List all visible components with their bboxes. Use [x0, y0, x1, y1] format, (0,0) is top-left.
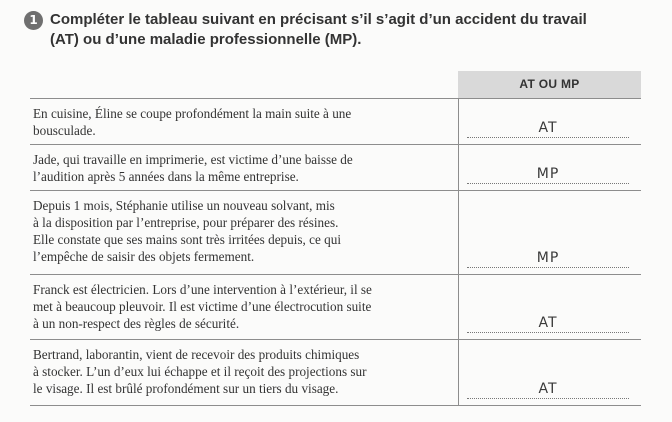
- answer-field[interactable]: [467, 163, 629, 184]
- description-line: Bertrand, laborantin, vient de recevoir des produits chimiques: [33, 347, 360, 362]
- answer-field[interactable]: [467, 312, 629, 333]
- description-line: à la disposition par l’entreprise, pour préparer des résines.: [33, 215, 339, 230]
- case-description: [33, 105, 451, 139]
- answer-field[interactable]: [467, 117, 629, 138]
- description-line: Franck est électricien. Lors d’une intervention à l’extérieur, il se: [33, 282, 372, 297]
- description-line: En cuisine, Éline se coupe profondément la main suite à une: [33, 106, 352, 121]
- answer-cell: [458, 191, 641, 274]
- description-line: Jade, qui travaille en imprimerie, est victime d’une baisse de: [33, 152, 353, 167]
- exercise-number-badge: 1: [24, 11, 43, 30]
- description-line: met à beaucoup pleuvoir. Il est victime d’une électrocution suite: [33, 299, 372, 314]
- description-line: à un non-respect des règles de sécurité.: [33, 316, 240, 331]
- case-description: [33, 151, 451, 185]
- answer-value: AT: [538, 381, 558, 397]
- answer-cell: [458, 99, 641, 144]
- instruction-line: (AT) ou d’une maladie professionnelle (MP).: [50, 31, 362, 48]
- exercise-instruction: [50, 10, 650, 50]
- case-description: [33, 197, 451, 265]
- table-row: [30, 191, 641, 275]
- case-description: [33, 281, 451, 332]
- answer-value: MP: [536, 166, 560, 182]
- description-line: Elle constate que ses mains sont très irritées depuis, ce qui: [33, 232, 341, 247]
- case-description: [33, 346, 451, 397]
- answer-field[interactable]: [467, 378, 629, 399]
- table-row: [30, 275, 641, 340]
- answer-cell: [458, 340, 641, 405]
- description-line: l’audition après 5 années dans la même entreprise.: [33, 169, 299, 184]
- description-line: bousculade.: [33, 123, 96, 138]
- description-line: Depuis 1 mois, Stéphanie utilise un nouveau solvant, mis: [33, 198, 335, 213]
- answer-column-header: AT OU MP: [458, 71, 641, 98]
- answer-cell: [458, 145, 641, 190]
- table-row: [30, 340, 641, 406]
- description-line: l’empêche de saisir des objets fermement.: [33, 249, 255, 264]
- instruction-line: Compléter le tableau suivant en précisant s’il s’agit d’un accident du travail: [50, 11, 587, 28]
- table-row: [30, 145, 641, 191]
- description-line: le visage. Il est brûlé profondément sur un tiers du visage.: [33, 381, 339, 396]
- answer-value: AT: [538, 315, 558, 331]
- table-row: [30, 99, 641, 145]
- answer-value: AT: [538, 120, 558, 136]
- answer-value: MP: [536, 250, 560, 266]
- classification-table: [30, 98, 641, 406]
- answer-field[interactable]: [467, 247, 629, 268]
- description-line: à stocker. L’un d’eux lui échappe et il reçoit des projections sur: [33, 364, 367, 379]
- answer-cell: [458, 275, 641, 339]
